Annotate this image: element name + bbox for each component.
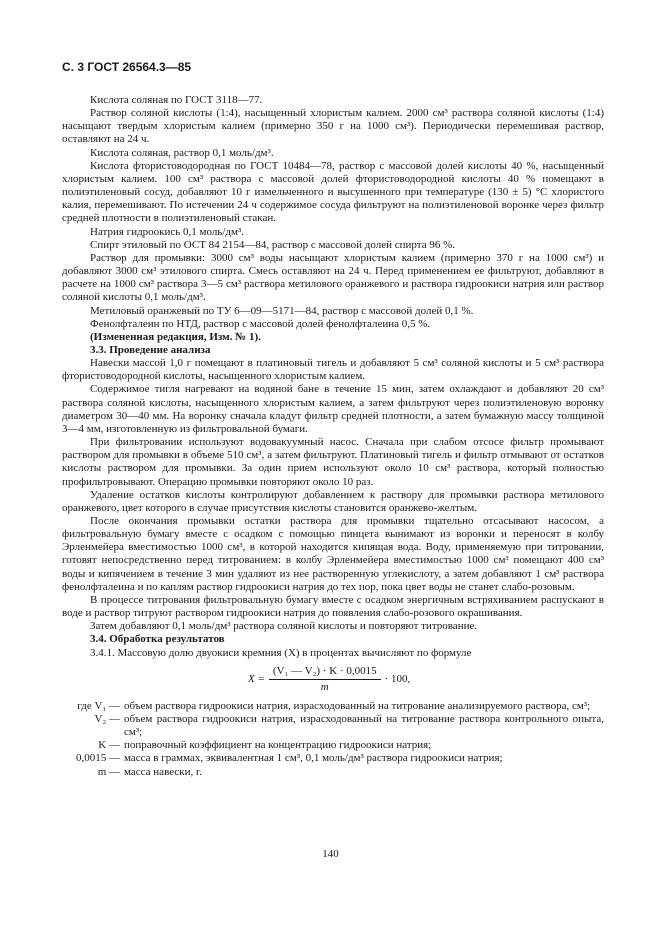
formula-block — [62, 664, 604, 696]
definition-text: масса в граммах, эквивалентная 1 см³, 0,1 моль/дм³ раствора гидроокиси натрия; — [124, 752, 503, 765]
formula-fraction — [269, 665, 381, 694]
definition-term: 0,0015 — — [76, 752, 120, 765]
paragraph: При фильтровании используют водовакуумный насос. Сначала при слабом отсосе фильтр промывают раствором для промывки в объеме 510 см³, а затем фильтруют. Платиновый тигель и фильтр отмывают от остатков кислоты раствором для промывки. За один прием используют около 10 см³ раствора, который полностью профильтровывают. Операцию промывки повторяют около 10 раз. — [62, 436, 604, 488]
paragraph: Фенолфталеин по НТД, раствор с массовой долей фенолфталеина 0,5 %. — [90, 317, 431, 330]
definition-text: поправочный коэффициент на концентрацию гидроокиси натрия; — [124, 739, 432, 752]
definition-term: V₂ — — [94, 712, 120, 725]
definition-term: где V₁ — — [77, 699, 120, 712]
paragraph: Спирт этиловый по ОСТ 84 2154—84, раствор с массовой долей спирта 96 %. — [90, 238, 455, 251]
definition-item — [62, 700, 604, 713]
paragraph: В процессе титрования фильтровальную бумагу вместе с осадком энергичным встряхиванием распускают в воде и раствор титруют раствором гидроокиси натрия до появления слабо-розового окрашивания. — [62, 593, 604, 620]
paragraph: Метиловый оранжевый по ТУ 6—09—5171—84, раствор с массовой долей 0,1 %. — [90, 304, 474, 317]
section-heading-3-4: 3.4. Обработка результатов — [90, 633, 225, 646]
variable-definitions — [62, 700, 604, 779]
definition-item — [62, 752, 604, 765]
definition-item — [62, 739, 604, 752]
paragraph: Навески массой 1,0 г помещают в платиновый тигель и добавляют 5 см³ соляной кислоты и 5 см³ раствора фтористоводородной кислоты, насыщенного хлористым калием. — [62, 357, 604, 383]
definition-term: K — — [98, 739, 120, 752]
section-heading-3-3: 3.3. Проведение анализа — [90, 343, 211, 356]
page-number: 140 — [322, 848, 339, 860]
paragraph: Кислота фтористоводородная по ГОСТ 10484—78, раствор с массовой долей кислоты 40 %, насыщенный хлористым калием. 100 см³ раствора с массовой долей фтористоводородной кислоты 40 % помещают в полиэтиленовый сосуд, добавляют 10 г измельченного и высушенного при температуре (130 ± 5) °С хлористого калия, перемешивают. По истечении 24 ч содержимое сосуда фильтруют на полиэтиленовой воронке через фильтр средней плотности в полиэтиленовый стакан. — [62, 159, 604, 225]
formula — [248, 664, 410, 696]
paragraph: Натрия гидроокись 0,1 моль/дм³. — [90, 225, 245, 238]
paragraph: Раствор для промывки: 3000 см³ воды насыщают хлористым калием (примерно 370 г на 1000 см³) и добавляют 3000 см³ этилового спирта. Смесь оставляют на 24 ч. Перед применением ее фильтруют, добавляют в расчете на 1000 см³ раствора 3—5 см³ раствора метилового оранжевого и раствора гидроокиси натрия или раствор соляной кислоты 0,1 моль/дм³. — [62, 251, 604, 304]
calculation-intro: 3.4.1. Массовую долю двуокиси кремния (X) в процентах вычисляют по формуле — [90, 646, 472, 659]
paragraph: Кислота соляная, раствор 0,1 моль/дм³. — [90, 146, 274, 159]
body-text — [62, 94, 604, 779]
definition-text: масса навески, г. — [124, 765, 202, 778]
paragraph: Содержимое тигля нагревают на водяной бане в течение 15 мин, затем охлаждают и добавляют 20 см³ раствора соляной кислоты, насыщенного хлористым калием, а затем фильтруют через полиэтиленовую воронку диаметром 30—40 мм. На воронку сначала кладут фильтр средней плотности, а затем бумажную массу толщиной 3—4 мм, изготовленную из фильтровальной бумаги. — [62, 383, 604, 435]
definition-text: объем раствора гидроокиси натрия, израсходованный на титрование анализируемого раствора, см³; — [124, 699, 591, 712]
definition-term: m — — [97, 765, 120, 778]
paragraph: После окончания промывки остатки раствора для промывки тщательно отсасывают насосом, а фильтровальную бумагу вместе с осадком с помощью пинцета вынимают из воронки и переносят в колбу Эрленмейера вместимостью 1000 см³, в которой находится кипящая вода. Воду, применяемую при титровании, готовят непосредственно перед титрованием: в колбу Эрленмейера вместимостью 1000 см³ помещают 400 см³ воды и кипячением в течение 3 мин удаляют из нее растворенную углекислоту, а затем добавляют 1 см³ раствора фенолфталеина и по каплям раствор гидроокиси натрия до тех пор, пока цвет воды не станет слабо-розовым. — [62, 515, 604, 593]
paragraph: Удаление остатков кислоты контролируют добавлением к раствору для промывки раствора метилового оранжевого, цвет которого в случае присутствия кислоты становится оранжево-желтым. — [62, 488, 604, 514]
paragraph: Затем добавляют 0,1 моль/дм³ раствора соляной кислоты и повторяют титрование. — [90, 620, 478, 633]
definition-text: объем раствора гидроокиси натрия, израсходованный на титрование раствора контрольного опыта, см³; — [124, 712, 604, 739]
page-header: С. 3 ГОСТ 26564.3—85 — [62, 60, 192, 74]
paragraph: Раствор соляной кислоты (1:4), насыщенный хлористым калием. 2000 см³ раствора соляной кислоты (1:4) насыщают твердым хлористым калием (примерно 350 г на 1000 см³). Периодически перемешивая раствор, оставляют на 24 ч. — [62, 107, 604, 146]
formula-lhs: X = — [248, 673, 265, 686]
definition-item — [62, 766, 604, 779]
paragraph: Кислота соляная по ГОСТ 3118—77. — [90, 94, 263, 106]
formula-rhs: · 100, — [384, 673, 411, 686]
formula-numerator: (V₁ — V₂) · K · 0,0015 — [269, 665, 381, 680]
amendment-note: (Измененная редакция, Изм. № 1). — [90, 330, 261, 343]
definition-item — [62, 713, 604, 739]
formula-denominator: m — [320, 681, 329, 694]
